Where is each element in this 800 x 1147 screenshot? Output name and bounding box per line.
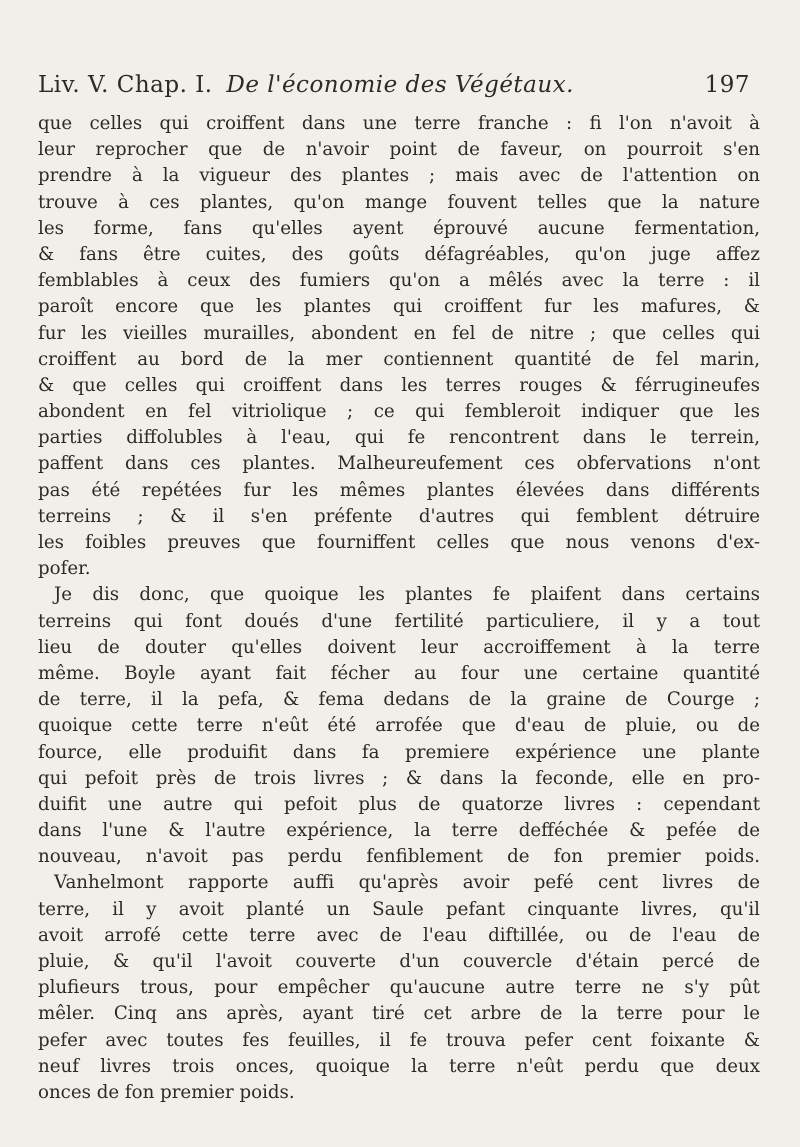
text-line: même. Boyle ayant fait fécher au four une certaine quantité: [38, 662, 760, 684]
text-line: paroît encore que les plantes qui croiffent fur les mafures, &: [38, 296, 760, 318]
text-line: duifit une autre qui pefoit plus de quatorze livres : cependant: [38, 793, 760, 815]
running-head-title: De l'économie des Végétaux.: [226, 72, 574, 98]
text-line: qui pefoit près de trois livres ; & dans la feconde, elle en pro-: [38, 767, 760, 789]
text-line: parties diffolubles à l'eau, qui fe rencontrent dans le terrein,: [38, 427, 760, 449]
text-line: abondent en fel vitriolique ; ce qui fembleroit indiquer que les: [38, 401, 760, 423]
text-line: & fans être cuites, des goûts défagréables, qu'on juge affez: [38, 243, 760, 265]
text-line: que celles qui croiffent dans une terre franche : fi l'on n'avoit à: [38, 113, 760, 134]
text-line: croiffent au bord de la mer contiennent quantité de fel marin,: [38, 348, 760, 370]
text-line: Vanhelmont rapporte auffi qu'après avoir pefé cent livres de: [54, 872, 760, 894]
text-line: quoique cette terre n'eût été arrofée que d'eau de pluie, ou de: [38, 715, 760, 737]
text-line: & que celles qui croiffent dans les terres rouges & férrugineufes: [38, 374, 760, 396]
text-line: paffent dans ces plantes. Malheureufement ces obfervations n'ont: [38, 453, 760, 475]
body-text: [38, 111, 760, 1106]
text-line: pofer.: [38, 558, 91, 580]
text-line: pas été repétées fur les mêmes plantes élevées dans différents: [38, 479, 760, 501]
text-line: de terre, il la pefa, & fema dedans de la graine de Courge ;: [38, 689, 760, 711]
running-head-book: Liv. V. Chap. I.: [38, 72, 213, 98]
text-line: prendre à la vigueur des plantes ; mais avec de l'attention on: [38, 165, 760, 187]
text-line: neuf livres trois onces, quoique la terre n'eût perdu que deux: [38, 1055, 760, 1077]
text-line: fur les vieilles murailles, abondent en fel de nitre ; que celles qui: [38, 322, 760, 344]
text-line: leur reprocher que de n'avoir point de faveur, on pourroit s'en: [38, 139, 760, 161]
text-line: fource, elle produifit dans fa premiere expérience une plante: [38, 741, 760, 763]
text-line: avoit arrofé cette terre avec de l'eau diftillée, ou de l'eau de: [38, 924, 760, 946]
text-line: dans l'une & l'autre expérience, la terre defféchée & pefée de: [38, 820, 760, 842]
text-line: terreins ; & il s'en préfente d'autres qui femblent détruire: [38, 505, 760, 527]
text-line: terre, il y avoit planté un Saule pefant cinquante livres, qu'il: [38, 898, 760, 920]
text-line: nouveau, n'avoit pas perdu fenfiblement de fon premier poids.: [38, 846, 760, 868]
text-line: lieu de douter qu'elles doivent leur accroiffement à la terre: [38, 636, 760, 658]
text-line: femblables à ceux des fumiers qu'on a mêlés avec la terre : il: [38, 270, 760, 292]
text-line: pefer avec toutes fes feuilles, il fe trouva pefer cent foixante &: [38, 1029, 760, 1051]
text-line: pluie, & qu'il l'avoit couverte d'un couvercle d'étain percé de: [38, 951, 760, 972]
text-line: les foibles preuves que fourniffent celles que nous venons d'ex-: [38, 532, 760, 553]
text-line: Je dis donc, que quoique les plantes fe plaifent dans certains: [54, 584, 760, 606]
page-number: 197: [704, 72, 750, 98]
text-line: mêler. Cinq ans après, ayant tiré cet arbre de la terre pour le: [38, 1003, 760, 1025]
text-line: terreins qui font doués d'une fertilité particuliere, il y a tout: [38, 610, 760, 632]
text-line: les forme, fans qu'elles ayent éprouvé aucune fermentation,: [38, 217, 760, 239]
running-head: [38, 72, 760, 106]
text-line: trouve à ces plantes, qu'on mange fouvent telles que la nature: [38, 191, 760, 213]
text-line: plufieurs trous, pour empêcher qu'aucune autre terre ne s'y pût: [38, 977, 760, 999]
text-line: onces de fon premier poids.: [38, 1081, 295, 1103]
